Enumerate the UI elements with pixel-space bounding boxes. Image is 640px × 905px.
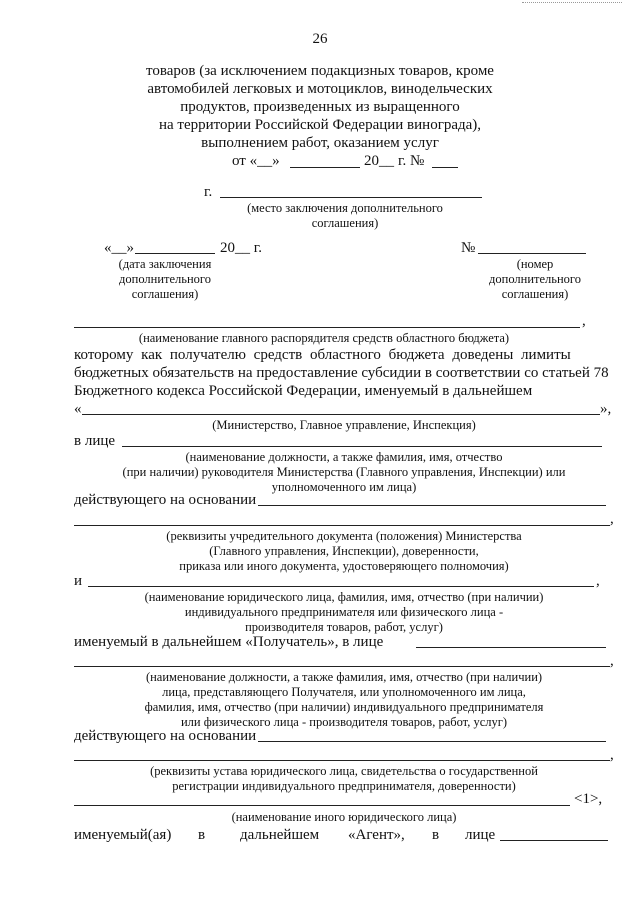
basis1-field-continued[interactable]: [74, 525, 610, 526]
ministry-text-1: которому как получателю средств областного бюджета доведены лимиты: [74, 347, 571, 363]
basis2-prefix: действующего на основании: [74, 728, 257, 744]
recipient-rep-comma: ,: [610, 653, 614, 669]
agreement-day: «__»: [104, 240, 134, 256]
ministry-open-quote: «: [74, 401, 82, 417]
title-line-5: выполнением работ, оказанием услуг: [201, 135, 439, 151]
agreement-date-caption-3: соглашения): [131, 287, 199, 301]
ministry-text-2: бюджетных обязательств на предоставление субсидии в соответствии со статьей 78: [74, 365, 609, 381]
basis1-caption-2: (Главного управления, Инспекции), доверенности,: [209, 544, 479, 558]
title-line-4: на территории Российской Федерации винограда),: [158, 117, 482, 133]
recipient-name-field[interactable]: [88, 586, 594, 587]
recipient-caption-2: индивидуального предпринимателя или физического лица -: [184, 605, 504, 619]
date-year: 20__: [364, 153, 394, 169]
representative-caption-3: уполномоченного им лица): [271, 480, 417, 494]
ministry-short-name-field[interactable]: [82, 414, 600, 415]
agreement-number-caption-3: соглашения): [501, 287, 569, 301]
ministry-name-field[interactable]: [74, 327, 580, 328]
ministry-caption: (наименование главного распорядителя средств областного бюджета): [138, 331, 510, 345]
ministry-comma: ,: [582, 313, 586, 329]
recipient-rep-caption-4: или физического лица - производителя товаров, работ, услуг): [180, 715, 508, 729]
ministry-short-caption: (Министерство, Главное управление, Инспекция): [212, 418, 476, 432]
basis1-caption-3: приказа или иного документа, удостоверяющего полномочия): [179, 559, 509, 573]
recipient-caption-3: производителя товаров, работ, услуг): [245, 620, 443, 634]
agent-name-field[interactable]: [74, 805, 570, 806]
basis1-field[interactable]: [258, 505, 606, 506]
date-from: от «__»: [232, 153, 280, 169]
agreement-date-caption-2: дополнительного: [119, 272, 211, 286]
basis2-caption-2: регистрации индивидуального предпринимателя, доверенности): [172, 779, 516, 793]
title-line-2: автомобилей легковых и мотоциклов, винодельческих: [147, 81, 493, 97]
agreement-number-field[interactable]: [478, 253, 586, 254]
agent-caption: (наименование иного юридического лица): [231, 810, 457, 824]
recipient-rep-field[interactable]: [416, 647, 606, 648]
date-number-label: г. №: [398, 153, 425, 169]
agent-word-1: именуемый(ая): [74, 827, 172, 843]
agent-footnote: <1>,: [574, 791, 603, 807]
agent-word-6: лице: [465, 827, 496, 843]
recipient-prefix: и: [74, 573, 83, 589]
representative-caption-1: (наименование должности, а также фамилия, имя, отчество: [185, 450, 503, 464]
basis1-prefix: действующего на основании: [74, 492, 257, 508]
scan-mark: [522, 2, 622, 3]
recipient-rep-caption-2: лица, представляющего Получателя, или уполномоченного им лица,: [162, 685, 526, 699]
basis2-field[interactable]: [258, 741, 606, 742]
recipient-rep-caption-1: (наименование должности, а также фамилия, имя, отчество (при наличии): [145, 670, 543, 684]
place-prefix: г.: [204, 184, 213, 200]
place-field[interactable]: [220, 197, 482, 198]
agreement-number-caption-2: дополнительного: [489, 272, 581, 286]
basis1-caption-1: (реквизиты учредительного документа (положения) Министерства: [166, 529, 522, 543]
representative-prefix: в лице: [74, 433, 116, 449]
agent-rep-field[interactable]: [500, 840, 608, 841]
ministry-close-quote: »,: [600, 401, 612, 417]
basis1-comma: ,: [610, 511, 614, 527]
recipient-comma: ,: [596, 573, 600, 589]
recipient-rep-caption-3: фамилия, имя, отчество (при наличии) индивидуального предпринимателя: [144, 700, 544, 714]
recipient-caption-1: (наименование юридического лица, фамилия, имя, отчество (при наличии): [144, 590, 544, 604]
title-line-1: товаров (за исключением подакцизных товаров, кроме: [146, 63, 494, 79]
recipient-named: именуемый в дальнейшем «Получатель», в лице: [74, 634, 384, 650]
agent-word-2: в: [198, 827, 206, 843]
agreement-month-field[interactable]: [135, 253, 215, 254]
agreement-number-prefix: №: [461, 240, 476, 256]
agreement-number-caption-1: (номер: [516, 257, 554, 271]
representative-caption-2: (при наличии) руководителя Министерства (Главного управления, Инспекции) или: [122, 465, 566, 479]
agreement-date-caption-1: (дата заключения: [118, 257, 212, 271]
representative-field[interactable]: [122, 446, 602, 447]
title-line-3: продуктов, произведенных из выращенного: [180, 99, 460, 115]
basis2-caption-1: (реквизиты устава юридического лица, свидетельства о государственной: [150, 764, 538, 778]
page-number: 26: [312, 31, 328, 47]
place-caption-2: соглашения): [311, 216, 379, 230]
basis2-field-continued[interactable]: [74, 760, 610, 761]
ministry-text-3: Бюджетного кодекса Российской Федерации, именуемый в дальнейшем: [74, 383, 533, 399]
agent-word-3: дальнейшем: [240, 827, 320, 843]
place-caption-1: (место заключения дополнительного: [247, 201, 443, 215]
date-number-field[interactable]: [432, 167, 458, 168]
agreement-year: 20__ г.: [220, 240, 262, 256]
agent-word-4: «Агент»,: [348, 827, 405, 843]
agent-word-5: в: [432, 827, 440, 843]
recipient-rep-field-continued[interactable]: [74, 666, 610, 667]
date-month-field[interactable]: [290, 167, 360, 168]
basis2-comma: ,: [610, 747, 614, 763]
